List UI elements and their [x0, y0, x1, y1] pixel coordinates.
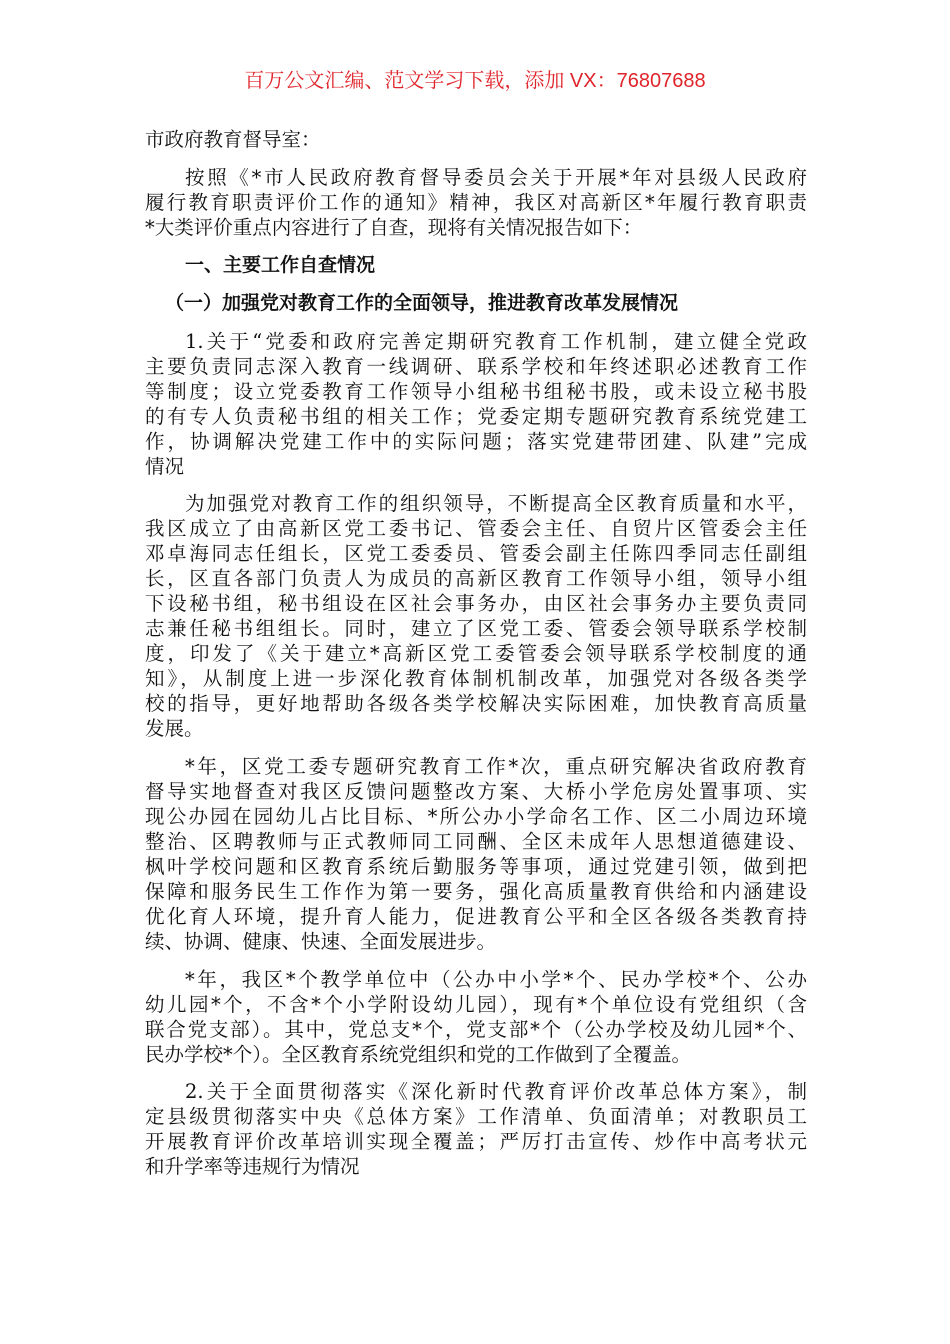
paragraph-line: 枫叶学校问题和区教育系统后勤服务等事项，通过党建引领，做到把 [145, 855, 807, 878]
paragraph-line: 开展教育评价改革培训实现全覆盖；严厉打击宣传、炒作中高考状元 [145, 1130, 807, 1153]
paragraph-line: 幼儿园*个，不含*个小学附设幼儿园），现有*个单位设有党组织（含 [145, 993, 807, 1016]
paragraph-line: 联合党支部）。其中，党总支*个，党支部*个（公办学校及幼儿园*个、 [145, 1018, 807, 1041]
paragraph-line: 民办学校*个）。全区教育系统党组织和党的工作做到了全覆盖。 [145, 1043, 692, 1066]
paragraph-line: 主要负责同志深入教育一线调研、联系学校和年终述职必述教育工作 [145, 355, 807, 378]
intro-paragraph [145, 165, 807, 240]
section-heading [145, 253, 807, 278]
paragraph-line: 邓卓海同志任组长，区党工委委员、管委会副主任陈四季同志任副组 [145, 542, 807, 565]
paragraph-line: 1.关于“党委和政府完善定期研究教育工作机制，建立健全党政 [185, 330, 807, 353]
paragraph-line: 长，区直各部门负责人为成员的高新区教育工作领导小组，领导小组 [145, 567, 807, 590]
paragraph-line: 等制度；设立党委教育工作领导小组秘书组秘书股，或未设立秘书股 [145, 380, 807, 403]
paragraph-line: 校的指导，更好地帮助各级各类学校解决实际困难，加快教育高质量 [145, 692, 807, 715]
paragraph-line: 整治、区聘教师与正式教师同工同酬、全区未成年人思想道德建设、 [145, 830, 807, 853]
paragraph-line: 保障和服务民生工作作为第一要务，强化高质量教育供给和内涵建设 [145, 880, 807, 903]
paragraph-line: 情况 [145, 455, 185, 478]
paragraph-line: 和升学率等违规行为情况 [145, 1155, 360, 1178]
paragraph-line: 的有专人负责秘书组的相关工作；党委定期专题研究教育系统党建工 [145, 405, 807, 428]
party-org-paragraph [145, 967, 807, 1067]
paragraph-line: 现公办园在园幼儿占比目标、*所公办小学命名工作、区二小周边环境 [145, 805, 807, 828]
paragraph-line: （一）加强党对教育工作的全面领导，推进教育改革发展情况 [165, 292, 679, 314]
item-1-paragraph [145, 329, 807, 479]
paragraph-line: 志兼任秘书组组长。同时，建立了区党工委、管委会领导联系学校制 [145, 617, 807, 640]
item-2-paragraph [145, 1079, 807, 1179]
subsection-heading [165, 291, 827, 316]
salutation-text: 市政府教育督导室： [145, 128, 321, 151]
paragraph-line: 发展。 [145, 717, 204, 740]
paragraph-line: 续、协调、健康、快速、全面发展进步。 [145, 930, 497, 953]
paragraph-line: 我区成立了由高新区党工委书记、管委会主任、自贸片区管委会主任 [145, 517, 807, 540]
paragraph-line: 定县级贯彻落实中央《总体方案》工作清单、负面清单；对教职员工 [145, 1105, 807, 1128]
paragraph-line: 督导实地督查对我区反馈问题整改方案、大桥小学危房处置事项、实 [145, 780, 807, 803]
paragraph-line: 优化育人环境，提升育人能力，促进教育公平和全区各级各类教育持 [145, 905, 807, 928]
paragraph-line: 按照《*市人民政府教育督导委员会关于开展*年对县级人民政府 [185, 166, 807, 189]
paragraph-line: *年，我区*个教学单位中（公办中小学*个、民办学校*个、公办 [185, 968, 807, 991]
paragraph-line: 一、主要工作自查情况 [185, 254, 376, 276]
paragraph-line: *年，区党工委专题研究教育工作*次，重点研究解决省政府教育 [185, 755, 807, 778]
paragraph-line: 下设秘书组，秘书组设在区社会事务办，由区社会事务办主要负责同 [145, 592, 807, 615]
leadership-paragraph [145, 491, 807, 741]
paragraph-line: 履行教育职责评价工作的通知》精神，我区对高新区*年履行教育职责 [145, 191, 807, 214]
watermark-banner: 百万公文汇编、范文学习下载，添加 VX：76807688 [244, 70, 706, 92]
paragraph-line: *大类评价重点内容进行了自查，现将有关情况报告如下： [145, 216, 643, 239]
salutation [145, 127, 807, 152]
paragraph-line: 为加强党对教育工作的组织领导，不断提高全区教育质量和水平， [185, 492, 807, 515]
paragraph-line: 度，印发了《关于建立*高新区党工委管委会领导联系学校制度的通 [145, 642, 807, 665]
paragraph-line: 作，协调解决党建工作中的实际问题；落实党建带团建、队建”完成 [145, 430, 807, 453]
research-paragraph [145, 754, 807, 954]
paragraph-line: 2.关于全面贯彻落实《深化新时代教育评价改革总体方案》，制 [185, 1080, 807, 1103]
paragraph-line: 知》，从制度上进一步深化教育体制机制改革，加强党对各级各类学 [145, 667, 807, 690]
